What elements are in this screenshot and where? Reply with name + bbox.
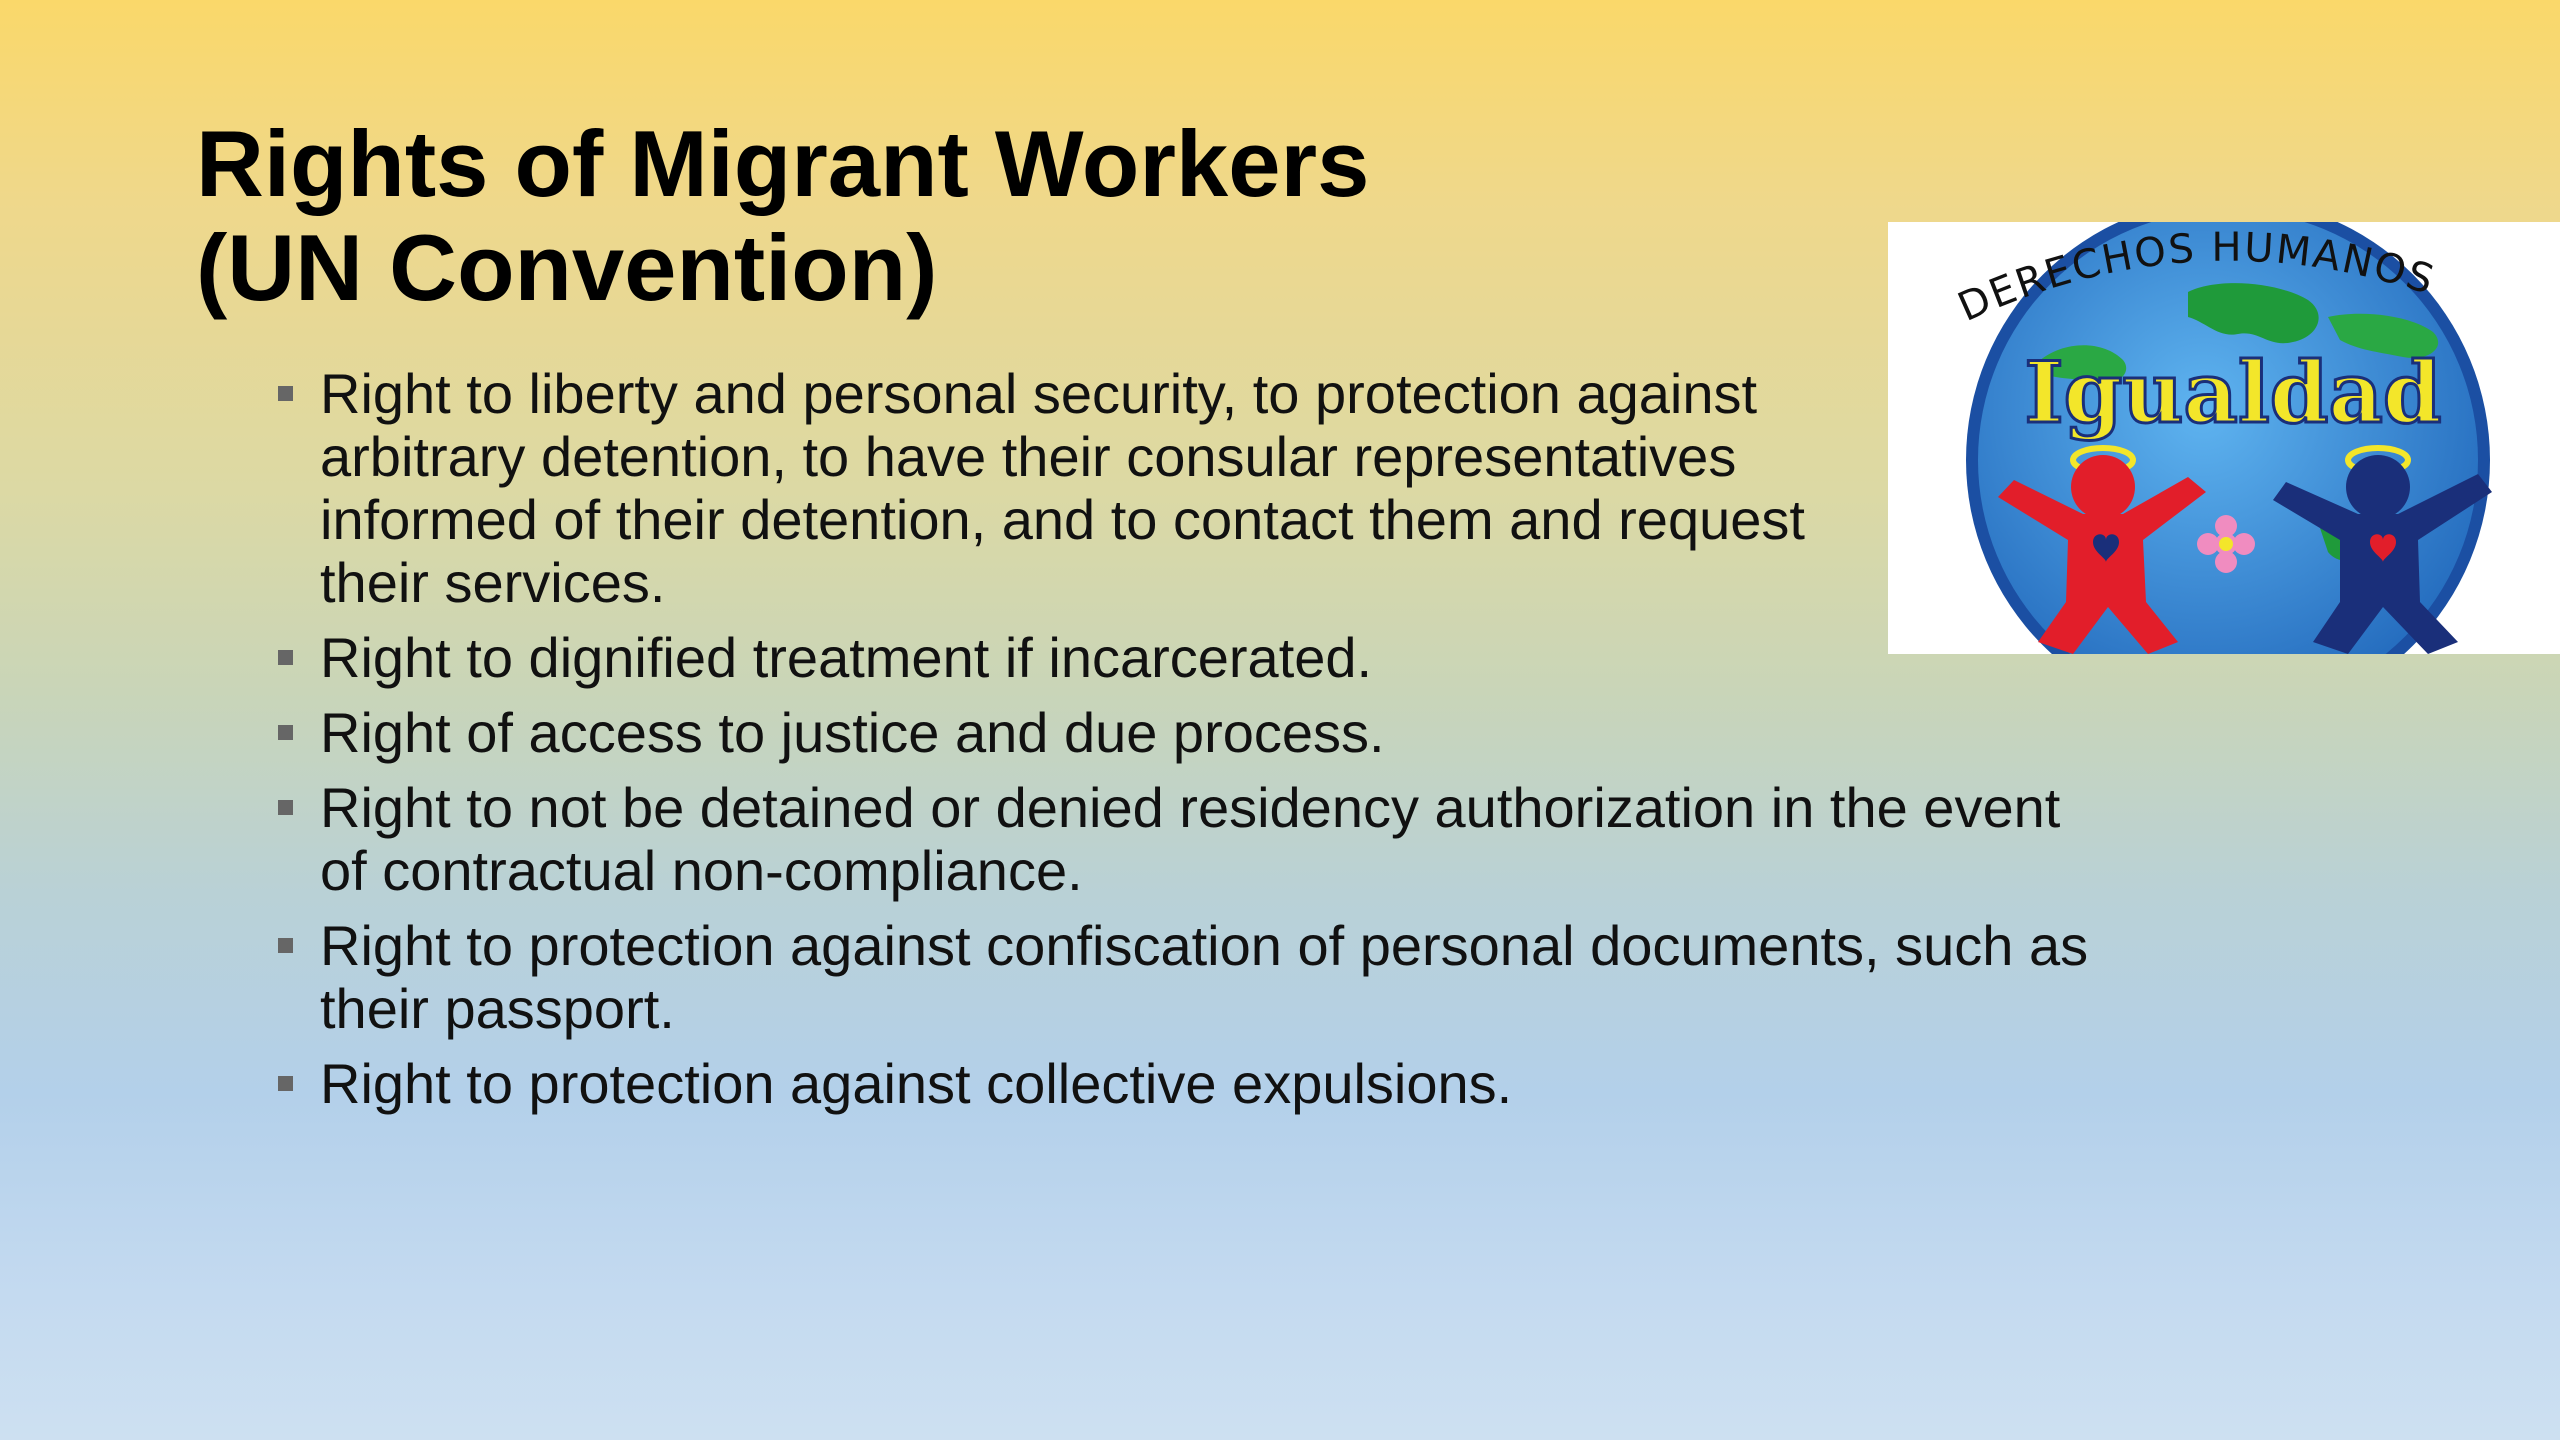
bullet-line: Right to protection against collective expulsions. bbox=[320, 1052, 1513, 1115]
logo-arc-text: DERECHOS HUMANOS bbox=[1951, 224, 2441, 331]
bullet-line: Right to dignified treatment if incarcerated. bbox=[320, 626, 1373, 689]
bullet-item-documents bbox=[272, 914, 2202, 1040]
bullet-line: of contractual non-compliance. bbox=[320, 839, 1083, 902]
bullet-line: Right to not be detained or denied residency authorization in the event bbox=[320, 776, 2061, 839]
bullet-line: informed of their detention, and to contact them and request bbox=[320, 488, 1805, 551]
title-line-2: (UN Convention) bbox=[196, 215, 938, 320]
bullet-square-icon bbox=[278, 650, 293, 665]
bullet-square-icon bbox=[278, 800, 293, 815]
bullet-square-icon bbox=[278, 386, 293, 401]
bullet-line: their services. bbox=[320, 551, 666, 614]
slide-title bbox=[196, 112, 1369, 320]
igualdad-logo-graphic bbox=[1888, 222, 2560, 654]
bullet-square-icon bbox=[278, 938, 293, 953]
bullet-item-justice bbox=[272, 701, 2202, 764]
igualdad-logo-image bbox=[1888, 222, 2560, 654]
bullet-square-icon bbox=[278, 725, 293, 740]
bullet-line: Right of access to justice and due process. bbox=[320, 701, 1385, 764]
bullet-line: Right to protection against confiscation of personal documents, such as bbox=[320, 914, 2089, 977]
bullet-item-expulsions bbox=[272, 1052, 2202, 1115]
title-line-1: Rights of Migrant Workers bbox=[196, 111, 1370, 216]
logo-center-text: Igualdad bbox=[2024, 343, 2442, 442]
bullet-line: arbitrary detention, to have their consular representatives bbox=[320, 425, 1737, 488]
bullet-line: their passport. bbox=[320, 977, 675, 1040]
bullet-line: Right to liberty and personal security, to protection against bbox=[320, 362, 1758, 425]
bullet-item-residency bbox=[272, 776, 2202, 902]
bullet-square-icon bbox=[278, 1076, 293, 1091]
